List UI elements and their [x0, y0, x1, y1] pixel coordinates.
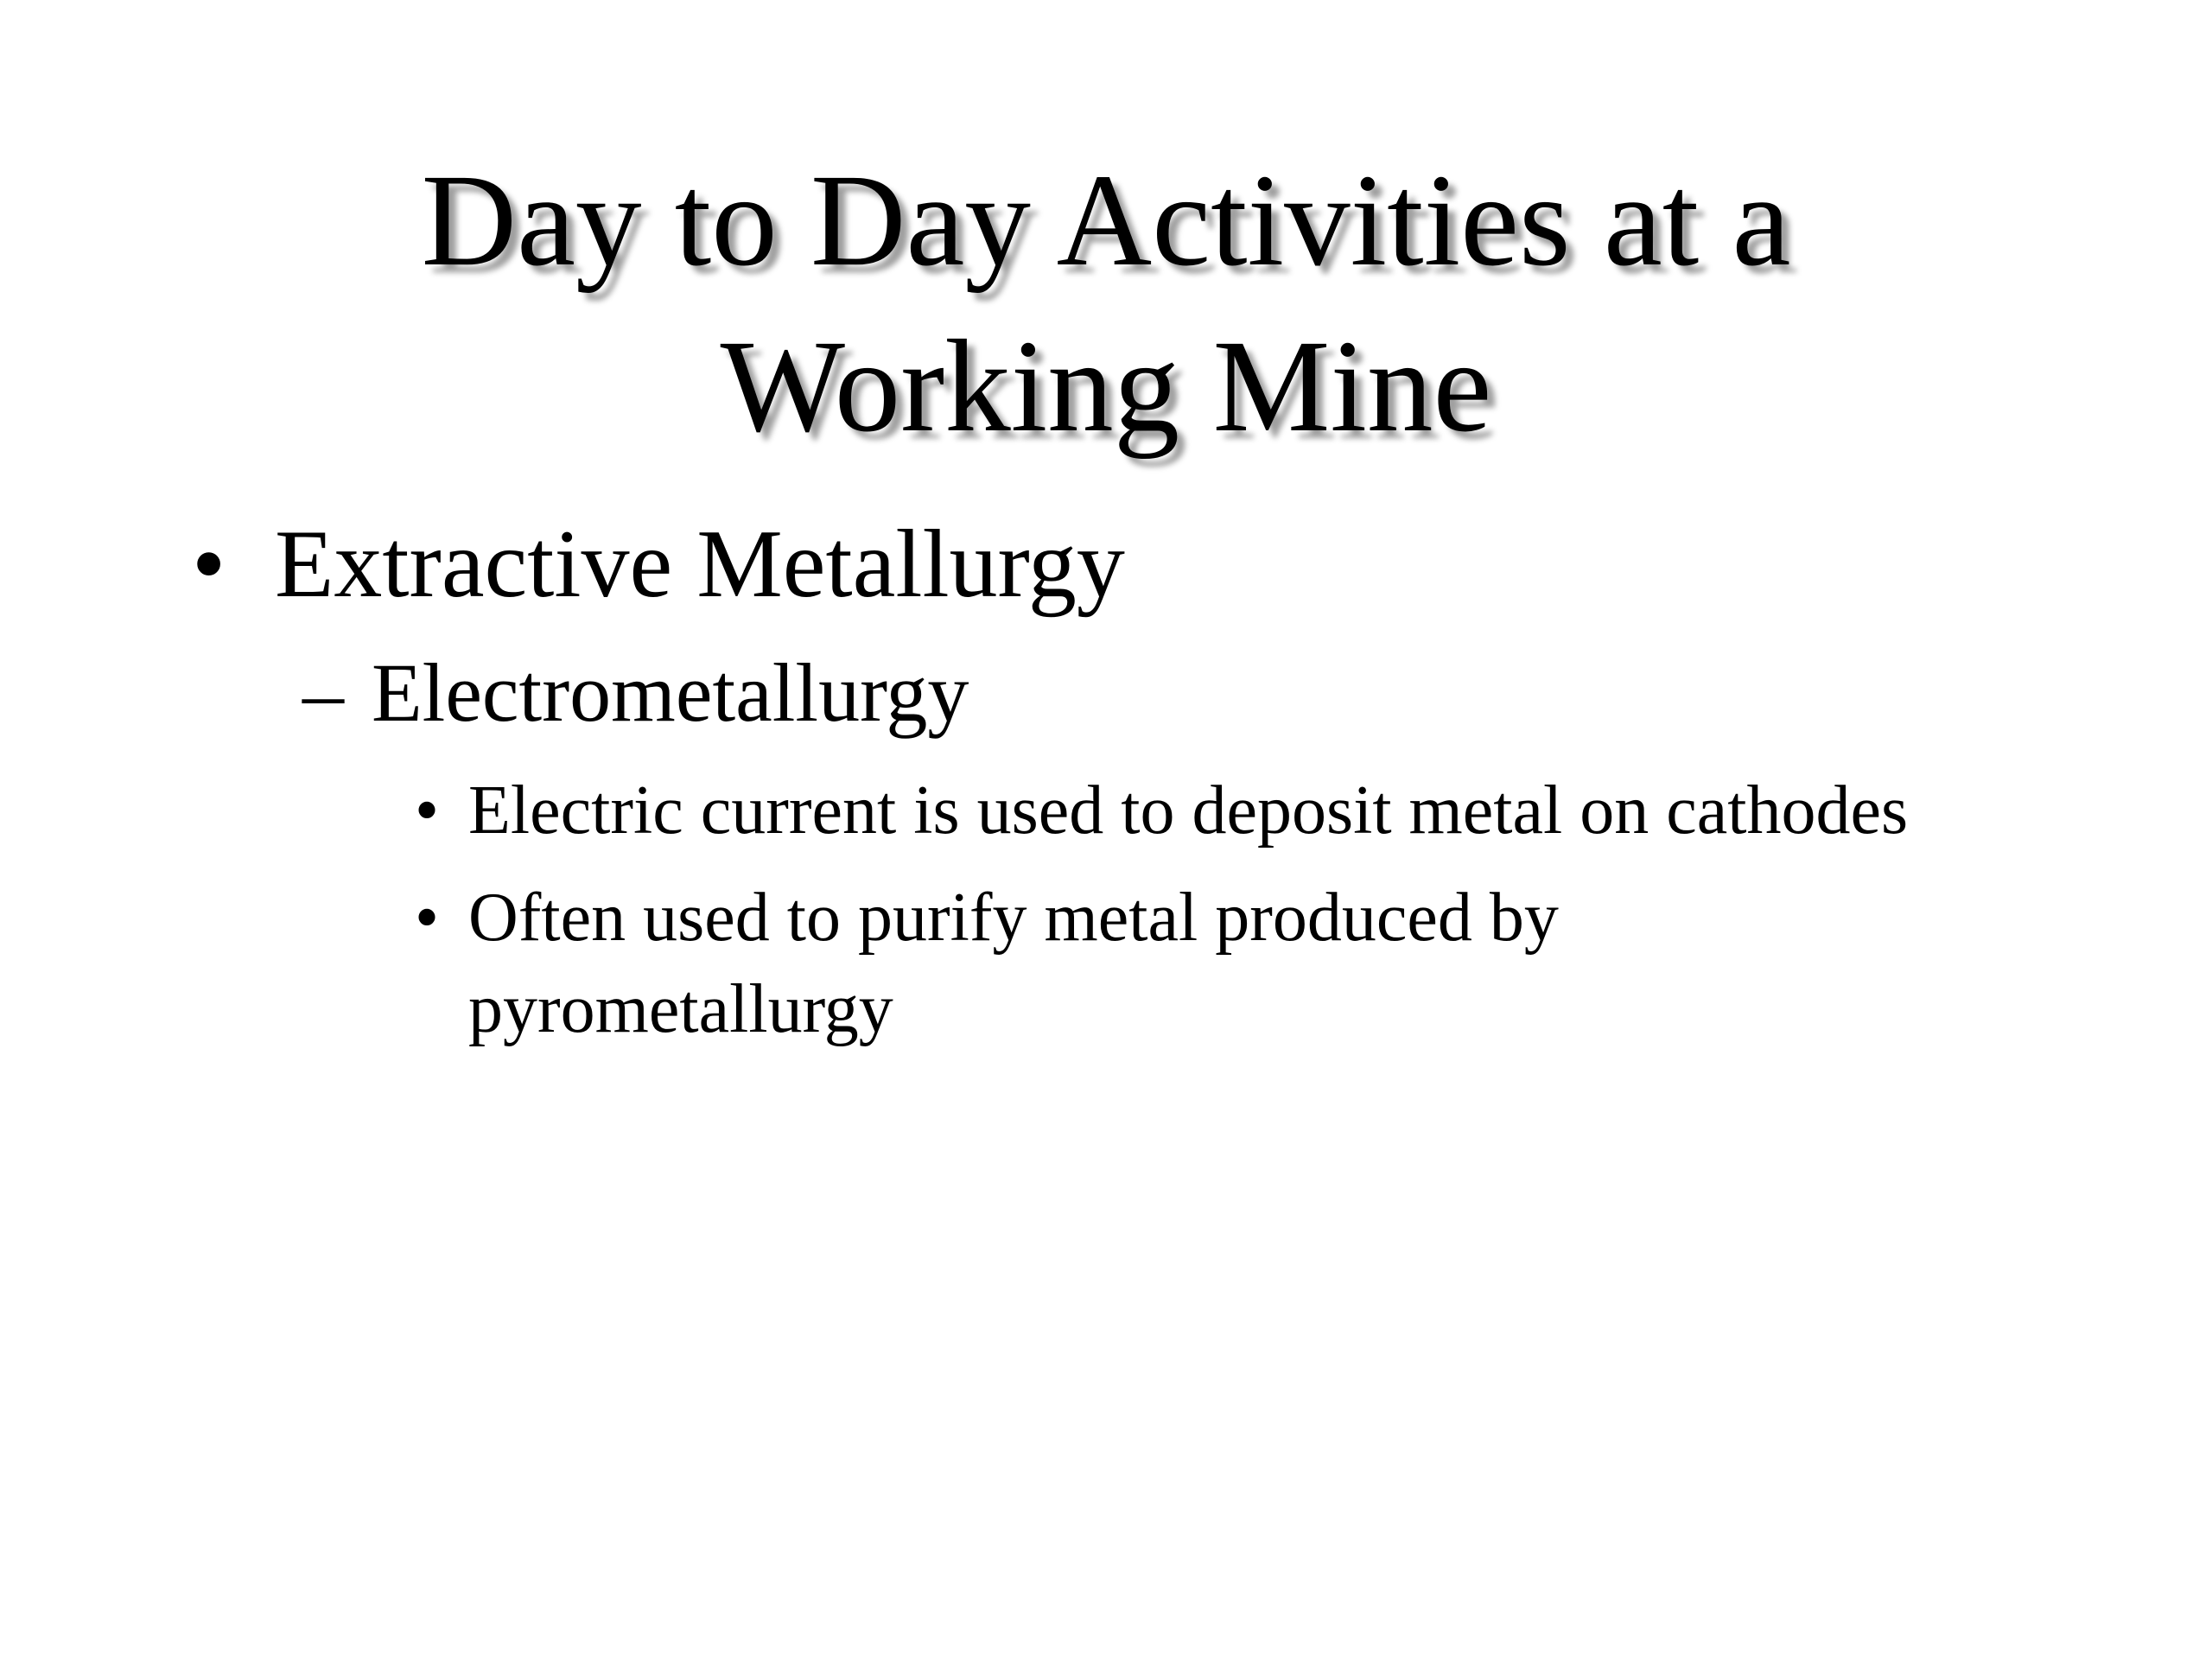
title-line-2: Working Mine: [720, 314, 1492, 460]
bullet-text-often-used-line-2: pyrometallurgy: [468, 971, 893, 1047]
bullet-marker: •: [415, 772, 440, 849]
title-line-1: Day to Day Activities at a: [421, 148, 1791, 294]
bullet-text-electric-current: Electric current is used to deposit metal on cathodes: [468, 772, 1909, 849]
bullet-marker: •: [192, 511, 226, 618]
bullet-text-electrometallurgy: Electrometallurgy: [372, 646, 969, 739]
bullet-marker: •: [415, 880, 440, 956]
bullet-text-extractive-metallurgy: Extractive Metallurgy: [275, 511, 1125, 618]
dash-marker: –: [302, 646, 344, 739]
bullet-text-often-used-line-1: Often used to purify metal produced by: [468, 880, 1559, 956]
